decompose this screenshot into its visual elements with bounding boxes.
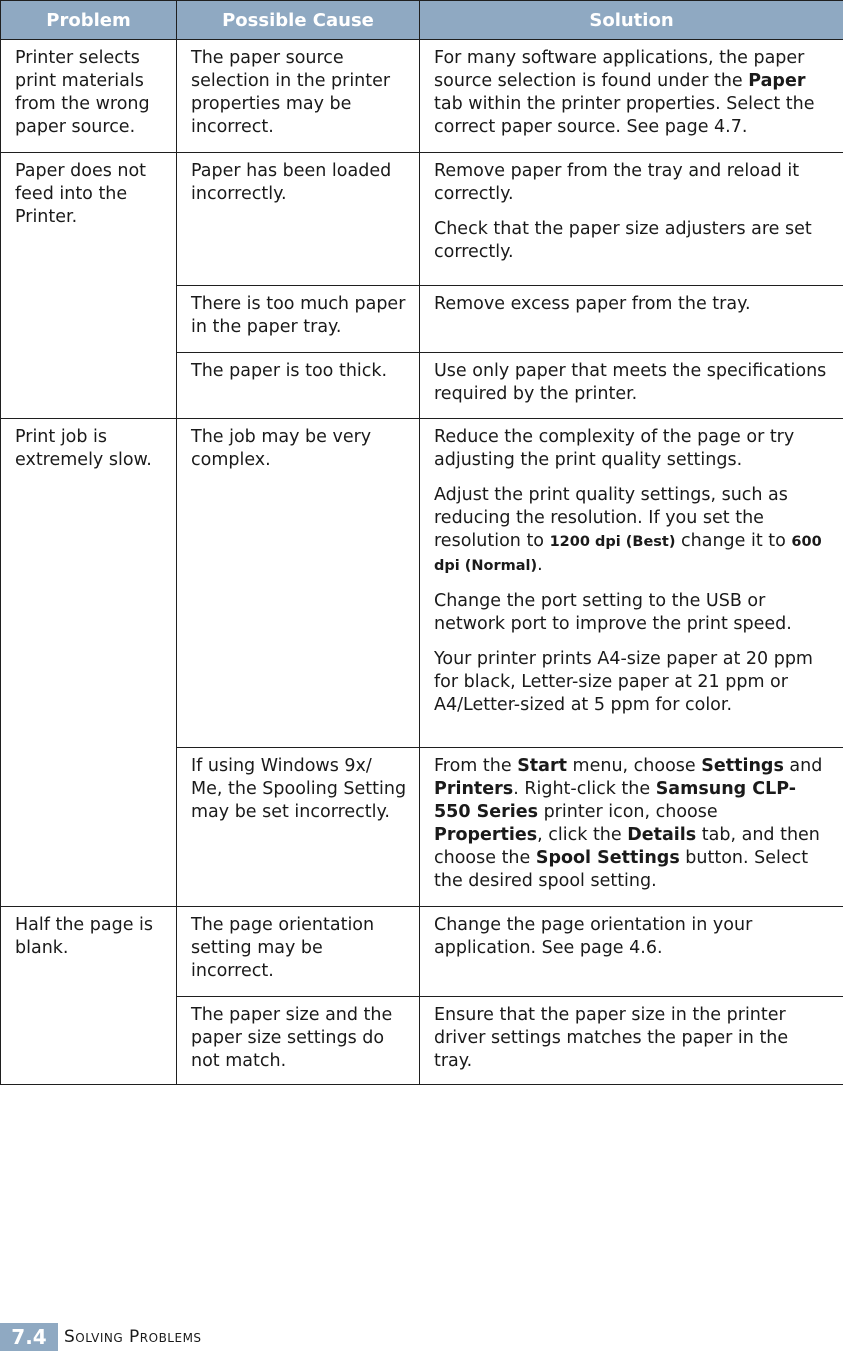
header-possible-cause: Possible Cause (177, 1, 420, 40)
table-header-row (1, 1, 843, 40)
solution-cell: Remove paper from the tray and reload it correctly. Check that the paper size adjusters are set correctly. (420, 153, 843, 286)
solution-cell: Reduce the complexity of the page or try adjusting the print quality settings. Adjust the print quality settings, such as reducing the resolution. If you set the resolution to 1200 dpi (Best) change it to 600 dpi (Normal). Change the port setting to the USB or network port to improve the print speed. Your printer prints A4-size paper at 20 ppm for black, Letter-size paper at 21 ppm or A4/Letter-sized at 5 ppm for color. (420, 419, 843, 748)
table-row (1, 419, 843, 748)
cause-cell: The page orientation setting may be incorrect. (177, 907, 420, 997)
solution-cell: Use only paper that meets the specifications required by the printer. (420, 353, 843, 419)
table-row (1, 153, 843, 286)
cause-cell: The job may be very complex. (177, 419, 420, 748)
section-title: Solving Problems (64, 1327, 202, 1347)
page-number: 7.4 (0, 1323, 58, 1351)
cause-cell: If using Windows 9x/ Me, the Spooling Setting may be set incorrectly. (177, 748, 420, 907)
problem-cell: Half the page is blank. (1, 907, 177, 1085)
cause-cell: The paper source selection in the printer properties may be incorrect. (177, 40, 420, 153)
header-solution: Solution (420, 1, 843, 40)
table-row (1, 907, 843, 997)
solution-cell: From the Start menu, choose Settings and Printers. Right-click the Samsung CLP-550 Series printer icon, choose Properties, click the Details tab, and then choose the Spool Settings button. Select the desired spool setting. (420, 748, 843, 907)
solution-cell: For many software applications, the paper source selection is found under the Paper tab within the printer properties. Select the correct paper source. See page 4.7. (420, 40, 843, 153)
table-row (1, 40, 843, 153)
problem-cell: Paper does not feed into the Printer. (1, 153, 177, 419)
cause-cell: There is too much paper in the paper tray. (177, 286, 420, 353)
problem-cell: Printer selects print materials from the wrong paper source. (1, 40, 177, 153)
header-problem: Problem (1, 1, 177, 40)
problem-cell: Print job is extremely slow. (1, 419, 177, 907)
cause-cell: The paper size and the paper size settings do not match. (177, 997, 420, 1085)
solution-cell: Remove excess paper from the tray. (420, 286, 843, 353)
solution-cell: Change the page orientation in your application. See page 4.6. (420, 907, 843, 997)
page-footer (0, 1323, 202, 1351)
solution-cell: Ensure that the paper size in the printer driver settings matches the paper in the tray. (420, 997, 843, 1085)
cause-cell: Paper has been loaded incorrectly. (177, 153, 420, 286)
cause-cell: The paper is too thick. (177, 353, 420, 419)
